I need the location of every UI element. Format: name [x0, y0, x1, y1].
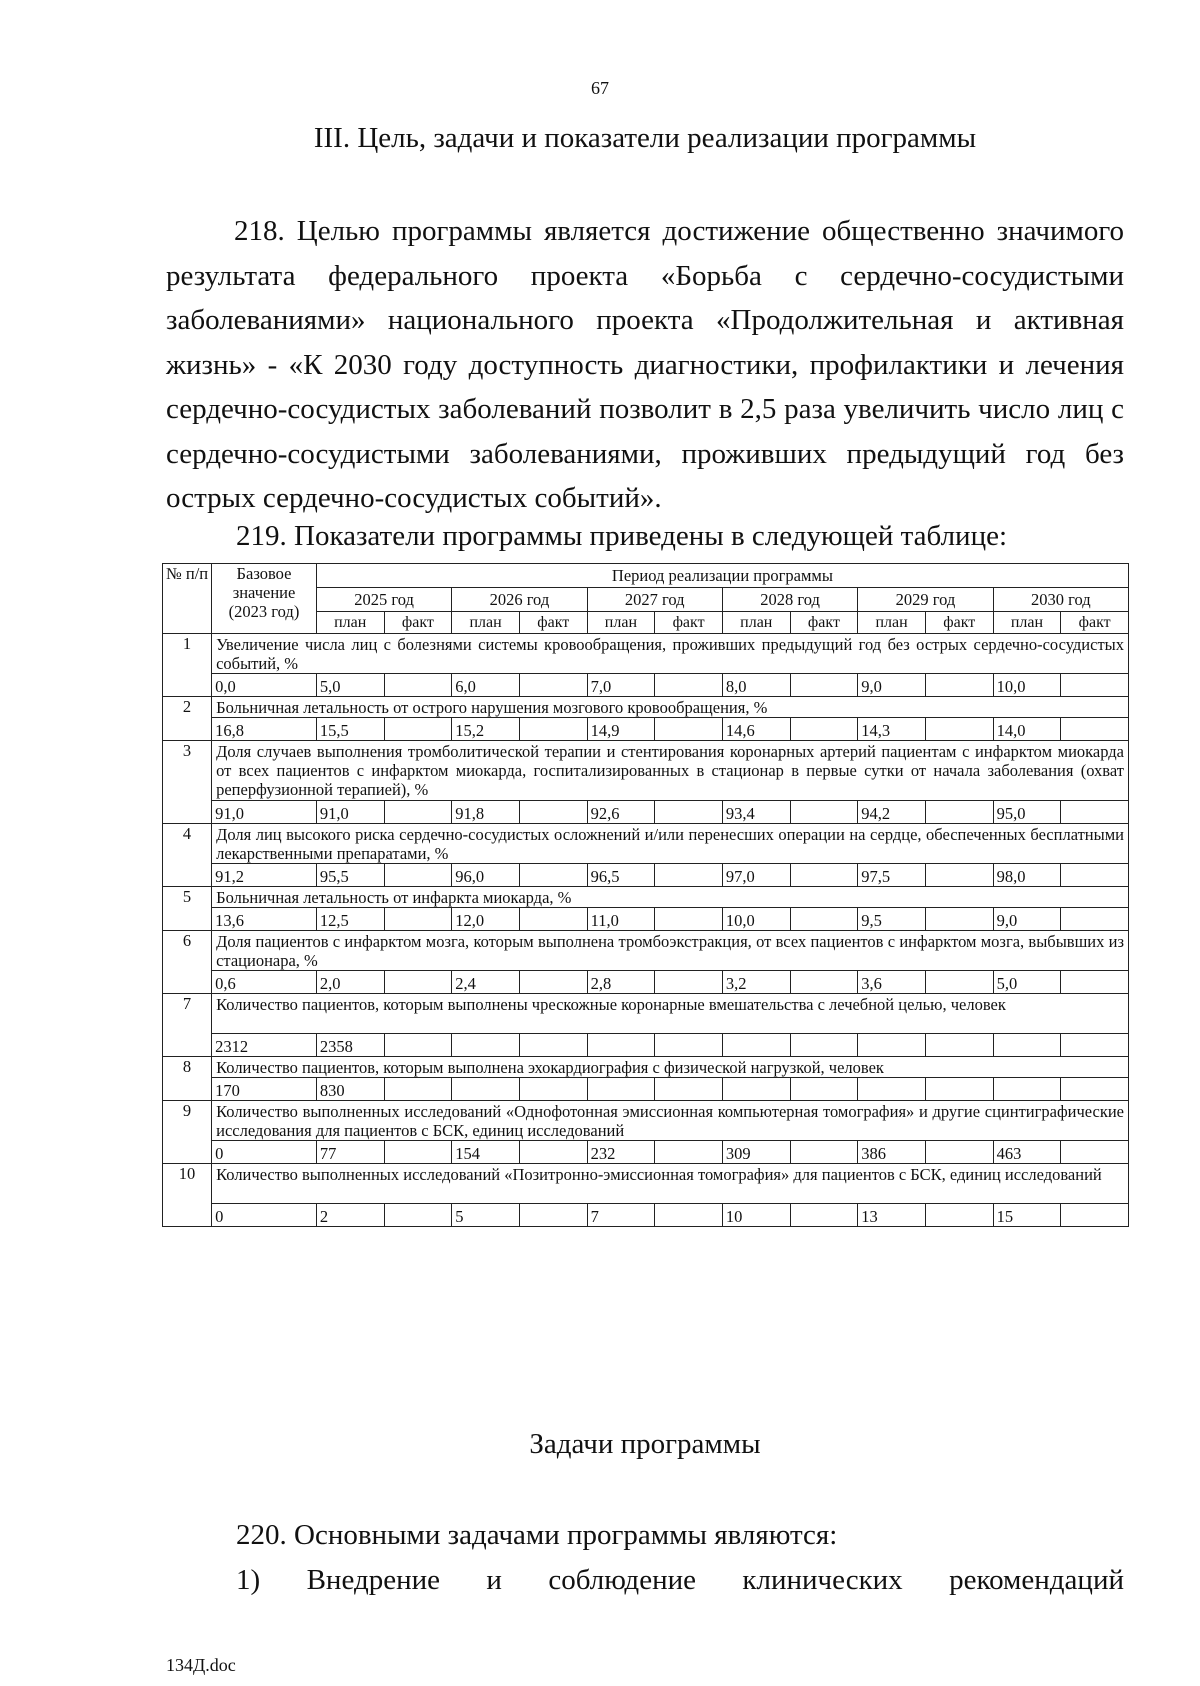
table-body	[163, 634, 1129, 1227]
table-row	[163, 1057, 1129, 1078]
plan-value: 98,0	[993, 864, 1061, 887]
plan-value: 15,5	[316, 718, 384, 741]
fact-value	[790, 801, 858, 824]
plan-value	[858, 1078, 926, 1101]
fact-value	[925, 801, 993, 824]
section-title: III. Цель, задачи и показатели реализации программы	[313, 122, 977, 154]
plan-value: 9,0	[858, 674, 926, 697]
fact-value	[925, 674, 993, 697]
header-fact: факт	[790, 612, 858, 634]
plan-value: 14,0	[993, 718, 1061, 741]
table-row	[163, 994, 1129, 1034]
paragraph-218: 218. Целью программы является достижение общественно значимого результата федерального проекта «Борьба с сердечно-сосудистыми заболеваниями» национального проекта «Продолжительная и активная жизнь» - «К 2030 году доступность диагностики, профилактики и лечения сердечно-сосудистых заболеваний позволит в 2,5 раза увеличить число лиц с сердечно-сосудистыми заболеваниями, проживших предыдущий год без острых сердечно-сосудистых событий».	[166, 215, 1124, 514]
plan-value	[587, 1078, 655, 1101]
fact-value	[655, 864, 723, 887]
fact-value	[384, 1034, 452, 1057]
row-number: 2	[163, 697, 212, 741]
plan-value	[722, 1034, 790, 1057]
subheading: Задачи программы	[529, 1428, 761, 1460]
indicators-table	[162, 563, 1129, 1227]
page-number: 67	[591, 78, 609, 98]
paragraph-220: 220. Основными задачами программы являются:	[236, 1519, 838, 1551]
fact-value	[519, 1034, 587, 1057]
plan-value: 7,0	[587, 674, 655, 697]
row-number: 1	[163, 634, 212, 697]
plan-value: 6,0	[452, 674, 520, 697]
fact-value	[1061, 1141, 1129, 1164]
plan-value: 12,0	[452, 908, 520, 931]
plan-value: 463	[993, 1141, 1061, 1164]
fact-value	[655, 971, 723, 994]
table-row-values	[163, 1141, 1129, 1164]
plan-value: 15,2	[452, 718, 520, 741]
plan-value: 10	[722, 1204, 790, 1227]
fact-value	[384, 674, 452, 697]
plan-value: 14,9	[587, 718, 655, 741]
header-plan: план	[858, 612, 926, 634]
row-number: 4	[163, 824, 212, 887]
plan-value: 2	[316, 1204, 384, 1227]
plan-value: 96,0	[452, 864, 520, 887]
row-description: Больничная летальность от острого нарушения мозгового кровообращения, %	[212, 697, 1129, 718]
plan-value: 14,6	[722, 718, 790, 741]
base-value: 170	[212, 1078, 317, 1101]
row-number: 9	[163, 1101, 212, 1164]
fact-value	[1061, 1078, 1129, 1101]
plan-value: 92,6	[587, 801, 655, 824]
table-row-values	[163, 864, 1129, 887]
plan-value: 386	[858, 1141, 926, 1164]
fact-value	[1061, 908, 1129, 931]
header-year: 2030 год	[993, 588, 1128, 612]
base-value: 91,0	[212, 801, 317, 824]
plan-value: 95,5	[316, 864, 384, 887]
row-number: 3	[163, 741, 212, 824]
plan-value: 94,2	[858, 801, 926, 824]
header-period: Период реализации программы	[316, 564, 1128, 588]
header-num: № п/п	[163, 564, 212, 634]
header-year: 2029 год	[858, 588, 993, 612]
table-row-values	[163, 801, 1129, 824]
table-header	[163, 564, 1129, 634]
plan-value: 7	[587, 1204, 655, 1227]
header-year: 2026 год	[452, 588, 587, 612]
fact-value	[925, 908, 993, 931]
plan-value: 97,0	[722, 864, 790, 887]
plan-value	[858, 1034, 926, 1057]
fact-value	[519, 971, 587, 994]
row-number: 8	[163, 1057, 212, 1101]
fact-value	[519, 1141, 587, 1164]
fact-value	[1061, 971, 1129, 994]
fact-value	[655, 1078, 723, 1101]
row-description: Количество пациентов, которым выполнены чрескожные коронарные вмешательства с лечебной целью, человек	[212, 994, 1129, 1034]
row-number: 7	[163, 994, 212, 1057]
fact-value	[519, 1204, 587, 1227]
fact-value	[925, 1204, 993, 1227]
header-year: 2027 год	[587, 588, 722, 612]
fact-value	[790, 1204, 858, 1227]
header-year: 2025 год	[316, 588, 451, 612]
base-value: 0	[212, 1141, 317, 1164]
plan-value: 11,0	[587, 908, 655, 931]
fact-value	[519, 718, 587, 741]
plan-value: 5,0	[316, 674, 384, 697]
table-row	[163, 634, 1129, 674]
fact-value	[790, 718, 858, 741]
row-description: Доля пациентов с инфарктом мозга, которым выполнена тромбоэкстракция, от всех пациентов с инфарктом мозга, выбывших из стационара, %	[212, 931, 1129, 971]
plan-value: 93,4	[722, 801, 790, 824]
fact-value	[1061, 801, 1129, 824]
table-row-values	[163, 1034, 1129, 1057]
fact-value	[655, 1204, 723, 1227]
header-plan: план	[452, 612, 520, 634]
plan-value: 97,5	[858, 864, 926, 887]
table-row	[163, 887, 1129, 908]
fact-value	[519, 674, 587, 697]
header-plan: план	[316, 612, 384, 634]
table-row	[163, 824, 1129, 864]
fact-value	[925, 1078, 993, 1101]
base-value: 91,2	[212, 864, 317, 887]
fact-value	[925, 971, 993, 994]
fact-value	[519, 801, 587, 824]
plan-value: 309	[722, 1141, 790, 1164]
plan-value	[452, 1034, 520, 1057]
fact-value	[790, 674, 858, 697]
table-row-values	[163, 674, 1129, 697]
plan-value: 154	[452, 1141, 520, 1164]
plan-value: 8,0	[722, 674, 790, 697]
plan-value: 5,0	[993, 971, 1061, 994]
fact-value	[790, 1034, 858, 1057]
fact-value	[790, 908, 858, 931]
header-fact: факт	[655, 612, 723, 634]
footer-filename: 134Д.doc	[166, 1655, 236, 1675]
table-row-values	[163, 908, 1129, 931]
fact-value	[925, 718, 993, 741]
fact-value	[790, 1078, 858, 1101]
fact-value	[384, 971, 452, 994]
fact-value	[790, 1141, 858, 1164]
header-fact: факт	[384, 612, 452, 634]
plan-value: 830	[316, 1078, 384, 1101]
plan-value: 5	[452, 1204, 520, 1227]
plan-value	[722, 1078, 790, 1101]
fact-value	[384, 718, 452, 741]
base-value: 2312	[212, 1034, 317, 1057]
header-fact: факт	[1061, 612, 1129, 634]
fact-value	[519, 908, 587, 931]
base-value: 16,8	[212, 718, 317, 741]
plan-value: 15	[993, 1204, 1061, 1227]
row-number: 6	[163, 931, 212, 994]
fact-value	[925, 864, 993, 887]
plan-value: 9,0	[993, 908, 1061, 931]
fact-value	[925, 1034, 993, 1057]
plan-value: 96,5	[587, 864, 655, 887]
table-row-values	[163, 718, 1129, 741]
plan-value	[993, 1034, 1061, 1057]
plan-value: 91,0	[316, 801, 384, 824]
row-description: Доля лиц высокого риска сердечно-сосудистых осложнений и/или перенесших операции на сердце, обеспеченных бесплатными лекарственными препаратами, %	[212, 824, 1129, 864]
table-row	[163, 697, 1129, 718]
header-fact: факт	[925, 612, 993, 634]
plan-value: 2,8	[587, 971, 655, 994]
row-description: Количество выполненных исследований «Однофотонная эмиссионная компьютерная томография» и другие сцинтиграфические исследования для пациентов с БСК, единиц исследований	[212, 1101, 1129, 1141]
plan-value: 2,4	[452, 971, 520, 994]
fact-value	[1061, 1204, 1129, 1227]
fact-value	[1061, 864, 1129, 887]
fact-value	[655, 801, 723, 824]
fact-value	[384, 1078, 452, 1101]
fact-value	[790, 971, 858, 994]
plan-value: 12,5	[316, 908, 384, 931]
row-description: Количество выполненных исследований «Позитронно-эмиссионная томография» для пациентов с БСК, единиц исследований	[212, 1164, 1129, 1204]
fact-value	[384, 1141, 452, 1164]
plan-value: 13	[858, 1204, 926, 1227]
fact-value	[655, 674, 723, 697]
plan-value: 10,0	[722, 908, 790, 931]
paragraph-219: 219. Показатели программы приведены в следующей таблице:	[236, 520, 1008, 552]
base-value: 13,6	[212, 908, 317, 931]
paragraph-220-1: 1) Внедрение и соблюдение клинических рекомендаций	[236, 1564, 1124, 1596]
row-description: Количество пациентов, которым выполнена эхокардиография с физической нагрузкой, человек	[212, 1057, 1129, 1078]
plan-value: 77	[316, 1141, 384, 1164]
plan-value: 10,0	[993, 674, 1061, 697]
table-row-values	[163, 971, 1129, 994]
table-row	[163, 741, 1129, 801]
plan-value: 9,5	[858, 908, 926, 931]
fact-value	[384, 1204, 452, 1227]
base-value: 0,0	[212, 674, 317, 697]
header-plan: план	[993, 612, 1061, 634]
fact-value	[519, 1078, 587, 1101]
plan-value: 14,3	[858, 718, 926, 741]
header-fact: факт	[519, 612, 587, 634]
plan-value: 3,6	[858, 971, 926, 994]
table-row	[163, 1164, 1129, 1204]
plan-value: 91,8	[452, 801, 520, 824]
fact-value	[655, 1034, 723, 1057]
fact-value	[384, 801, 452, 824]
fact-value	[519, 864, 587, 887]
fact-value	[655, 908, 723, 931]
plan-value: 232	[587, 1141, 655, 1164]
row-number: 5	[163, 887, 212, 931]
plan-value: 2358	[316, 1034, 384, 1057]
header-year: 2028 год	[722, 588, 857, 612]
plan-value	[993, 1078, 1061, 1101]
row-description: Доля случаев выполнения тромболитической терапии и стентирования коронарных артерий пациентам с инфарктом миокарда от всех пациентов с инфарктом миокарда, госпитализированных в стационар в первые сутки от начала заболевания (охват реперфузионной терапией), %	[212, 741, 1129, 801]
plan-value: 2,0	[316, 971, 384, 994]
table-row-values	[163, 1204, 1129, 1227]
fact-value	[1061, 674, 1129, 697]
fact-value	[925, 1141, 993, 1164]
plan-value: 95,0	[993, 801, 1061, 824]
row-description: Больничная летальность от инфаркта миокарда, %	[212, 887, 1129, 908]
fact-value	[384, 908, 452, 931]
fact-value	[1061, 718, 1129, 741]
plan-value: 3,2	[722, 971, 790, 994]
base-value: 0	[212, 1204, 317, 1227]
fact-value	[1061, 1034, 1129, 1057]
plan-value	[587, 1034, 655, 1057]
fact-value	[655, 1141, 723, 1164]
table-row	[163, 1101, 1129, 1141]
plan-value	[452, 1078, 520, 1101]
table-row	[163, 931, 1129, 971]
row-number: 10	[163, 1164, 212, 1227]
header-plan: план	[722, 612, 790, 634]
row-description: Увеличение числа лиц с болезнями системы кровообращения, проживших предыдущий год без острых сердечно-сосудистых событий, %	[212, 634, 1129, 674]
fact-value	[790, 864, 858, 887]
fact-value	[384, 864, 452, 887]
header-base: Базовое значение (2023 год)	[212, 564, 317, 634]
header-plan: план	[587, 612, 655, 634]
base-value: 0,6	[212, 971, 317, 994]
table-row-values	[163, 1078, 1129, 1101]
fact-value	[655, 718, 723, 741]
